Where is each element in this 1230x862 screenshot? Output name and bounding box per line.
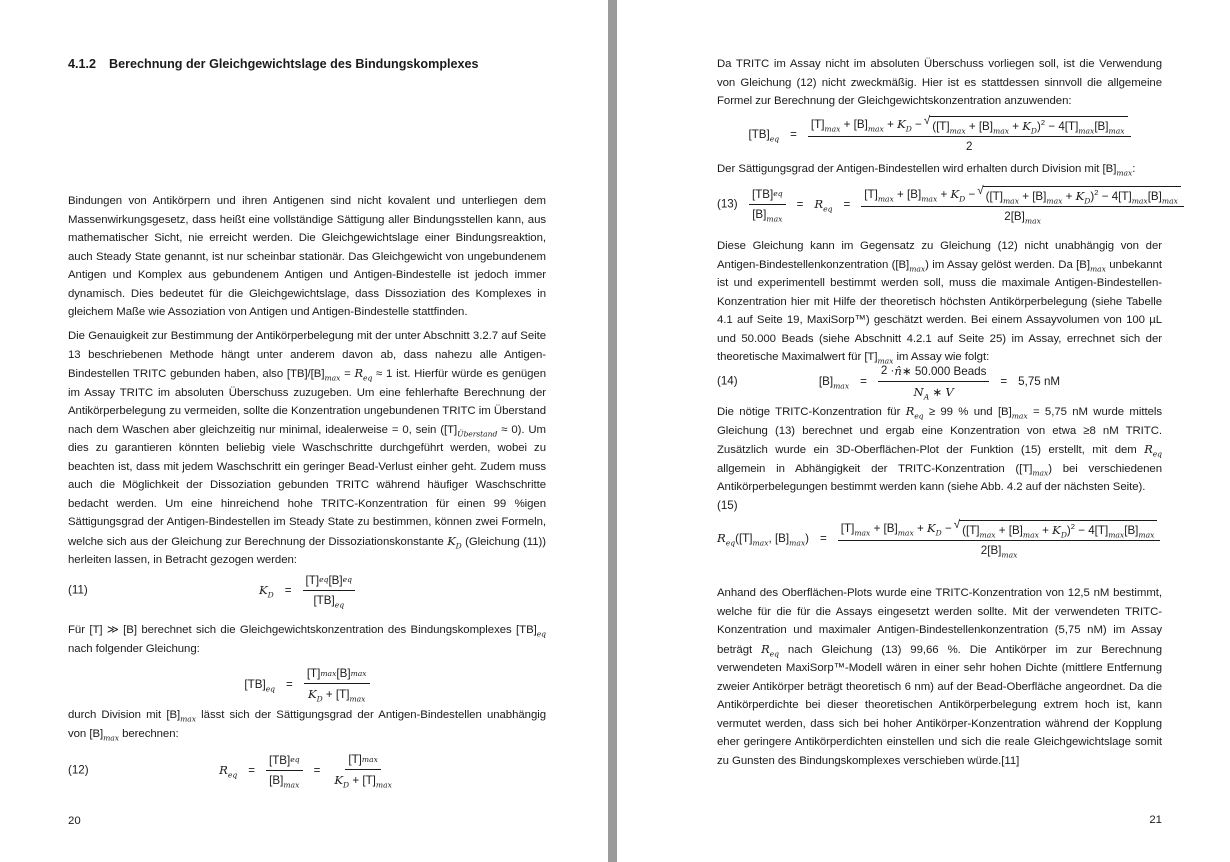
fraction: 2 · n̂ ∗ 50.000 Beads $N_A$ ∗ V — [878, 364, 990, 399]
equation-number: (15) — [717, 499, 738, 512]
paragraph: durch Division mit $[B]_{max}$ lässt sich der Sättigungsgrad der Antigen-Bindestellen unabhängig von $[B]_{max}$ berechnen: — [68, 709, 546, 742]
equals-sign: = — [796, 197, 804, 211]
paragraph: Anhand des Oberflächen-Plots wurde eine TRITC-Konzentration von 12,5 nM bestimmt, welche für die für die Assays eingesetzt werden sollte. Mit der verwendeten TRITC-Konzentration und maximaler Antigen-Bindestellenkonzentration (5,75 nM) im Assay beträgt $R_{eq}$ nach Gleichung (13) 99,66 %. Die Antikörper im zur Berechnung verwendeten MaxiSorp™-Modell wären in einer sehr hohen Dichte (mittlere Entfernung zweier Antikörper beträgt theoretisch 6 nm) auf der Bead-Oberfläche angeordnet. Da die Antikörperdichte bei dieser theoretischen Antikörperbelegung extrem hoch ist, kann vermutet werden, dass sich bei hoher Antikörper-Konzentration während der Kopplung eher geringere Antikörperdichten einstellen und sich die reale Gleichgewichtslage somit zu Gunsten des Bindungskomplexes verschieben würde.[11] — [717, 587, 1162, 767]
fraction: [TB] eq $[B]_{max}$ — [749, 188, 786, 221]
paragraph: Der Sättigungsgrad der Antigen-Bindestellen wird erhalten durch Division mit $[B]_{max}$: — [717, 163, 1136, 178]
equation-15 — [717, 514, 1162, 562]
page-number: 21 — [1149, 814, 1162, 826]
equals-sign: = — [248, 763, 255, 777]
radical-sign: √ — [923, 113, 931, 127]
page-separator — [608, 0, 617, 862]
square-root: √ $([T]_{max} + [B]_{max} + K_D)^2 - 4[T]_{max}[B]_{max}$ — [977, 186, 1181, 203]
equation-number: (13) — [717, 197, 738, 211]
fraction: $[T]_{max} + [B]_{max} + K_D$ − √ $([T]_{max} + [B]_{max} + K_D)^2 - 4[T]_{max}[B]_{max}$ $2[B]_{max}$ — [838, 520, 1161, 557]
equation-14 — [717, 357, 1162, 405]
equation-12 — [68, 746, 546, 794]
equation-11 — [68, 566, 546, 614]
equation-lhs: $R_{eq}([T]_{max}$, $[B]_{max}$) — [717, 531, 810, 548]
paragraph: Da TRITC im Assay nicht im absoluten Überschuss vorliegen soll, ist die Verwendung von Gleichung (12) nicht zweckmäßig. Hier ist es stattdessen sinnvoll die allgemeine Formel zur Berechnung der Gleichgewichtskonzentration anzuwenden: — [717, 58, 1162, 107]
paragraph: Für [T] ≫ [B] berechnet sich die Gleichgewichtskonzentration des Bindungskomplexes $[TB]_{eq}$ nach folgender Gleichung: — [68, 624, 546, 655]
equation-number: (11) — [68, 583, 88, 597]
fraction: $[T]_{max} + [B]_{max} + K_D$ − √ $([T]_{max} + [B]_{max} + K_D)^2 - 4[T]_{max}[B]_{max}$ 2 — [808, 116, 1131, 153]
equals-sign: = — [313, 763, 321, 777]
radical-sign: √ — [953, 517, 961, 531]
equation-number: (12) — [68, 763, 89, 777]
equation-lhs: $[TB]_{eq}$ — [244, 677, 276, 693]
equals-sign: = — [820, 531, 827, 545]
fraction: [T] max $K_D + [T]_{max}$ — [334, 753, 392, 790]
paragraph: Bindungen von Antikörpern und ihren Antigenen sind nicht kovalent und unterliegen dem Massenwirkungsgesetz, dass heißt eine vollständige Sättigung aller Bindungsstellen kann, aus mathematischer Sicht, nie erreicht werden. Die Gleichgewichtslage einer Bindungsreaktion, auch Steady State genannt, ist nur scheinbar stationär. Das Gleichgewicht von ungebundenem Antigen und Komplex aus gebundenem Antigen und Antigen-Bindestelle ist jedoch immer dynamisch. Dies bedeutet für die Gleichgewichtslage, dass Dissoziation des Komplexes in gleichem Maße wie Assoziation von Antigen und Antigen-Bindestelle stattfinden. — [68, 195, 546, 318]
equation-lhs: $[TB]_{eq}$ — [748, 127, 780, 143]
section-heading — [68, 57, 546, 71]
equals-sign: = — [843, 197, 851, 211]
equation-lhs: $R_{eq}$ — [219, 763, 238, 780]
page-number: 20 — [68, 815, 81, 827]
equation-lhs: $[B]_{max}$ — [818, 374, 850, 390]
page-left — [0, 0, 608, 862]
square-root: √ $([T]_{max} + [B]_{max} + K_D)^2 - 4[T]_{max}[B]_{max}$ — [924, 116, 1128, 133]
fraction: [T] eq [B] eq $[TB]_{eq}$ — [303, 574, 355, 607]
equation-mid: $R_{eq}$ — [814, 197, 833, 214]
paragraph: Die nötige TRITC-Konzentration für $R_{eq} \ge 99$ % und $[B]_{max} = 5,75$ nM wurde mittels Gleichung (13) berechnet und ergab eine Konzentration von etwa ≥8 nM TRITC. Zusätzlich wurde ein 3D-Oberflächen-Plot der Funktion (15) erstellt, mit dem $R_{eq}$ allgemein in Abhängigkeit der TRITC-Konzentration $([T]_{max})$ bei verschiedenen Antikörperbelegungen bestimmt werden kann (siehe Abb. 4.2 auf der nächsten Seite). — [717, 404, 1162, 493]
fraction: [TB] eq $[B]_{max}$ — [266, 754, 303, 787]
equals-sign: = — [1000, 374, 1008, 388]
paragraph: Die Genauigkeit zur Bestimmung der Antikörperbelegung mit der unter Abschnitt 3.2.7 auf Seite 13 beschriebenen Methode hängt unter anderem davon ab, dass nahezu alle Antigen-Bindestellen TRITC gebunden haben, also $[TB]/[B]_{max} = R_{eq} \approx 1$ ist. Hierfür würde es genügen im Assay TRITC im absoluten Überschuss zuzugeben. Um eine fehlerhafte Berechnung der Antikörperbelegung zu vermeiden, sollte die Konzentration ungebundenen TRITC im Überstand nach dem Waschen aber gleichzeitig nur minimal, idealerweise = 0, sein $([T]_{Überstand} \approx 0)$. Um dies zu garantieren könnten beliebig viele Waschschritte durchgeführt werden, wobei zu beachten ist, dass mit jedem Waschschritt ein geringer Bead-Verlust einher geht. Zudem muss auch die Möglichkeit der Dissoziation gebunden TRITC während häufiger Waschschritte bedacht werden. Um eine hinreichend hohe TRITC-Konzentration für einen 99 %igen Sättigungsgrad der Antigen-Bindestellen im Steady State zu bestimmen, können zwei Formeln, welche sich aus der Gleichung zur Berechnung der Dissoziationskonstante $K_D$ (Gleichung (11)) herleiten lassen, in Betracht gezogen werden: — [68, 330, 547, 566]
section-number: 4.1.2 — [68, 57, 97, 71]
equation-general — [717, 110, 1162, 158]
equation-lhs: $K_D$ — [259, 583, 274, 600]
equation-number: (14) — [717, 374, 738, 388]
page-right — [617, 0, 1230, 862]
fraction: [T] max [B] max $K_D + [T]_{max}$ — [304, 667, 370, 701]
equation-result: 5,75 nM — [1018, 374, 1061, 388]
paragraph: Diese Gleichung kann im Gegensatz zu Gleichung (12) nicht unabhängig von der Antigen-Bindestellenkonzentration $([B]_{max})$ im Assay gelöst werden. Da $[B]_{max}$ unbekannt ist und experimentell bestimmt werden soll, muss die maximale Antigen-Bindestellen-Konzentration hier mit Hilfe der theoretisch höchsten Antikörperbelegung (siehe Tabelle 4.1 auf Seite 19, MaxiSorp™) geschätzt werden. Bei einem Assayvolumen von 100 µL und 50.000 Beads (siehe Abschnitt 4.2.1 auf Seite 25) im Assay, errechnet sich der theoretische Maximalwert für $[T]_{max}$ im Assay wie folgt: — [717, 240, 1163, 366]
radical-sign: √ — [977, 183, 984, 197]
equals-sign: = — [286, 677, 293, 691]
section-title: Berechnung der Gleichgewichtslage des Bindungskomplexes — [109, 57, 479, 71]
equation-tb-eq — [68, 660, 546, 708]
square-root: √ $([T]_{max} + [B]_{max} + K_D)^2 - 4[T]_{max}[B]_{max}$ — [954, 520, 1158, 537]
equation-13 — [717, 180, 1178, 228]
equals-sign: = — [790, 127, 797, 141]
equals-sign: = — [860, 374, 867, 388]
equals-sign: = — [284, 583, 292, 597]
fraction: $[T]_{max} + [B]_{max} + K_D$ − √ $([T]_{max} + [B]_{max} + K_D)^2 - 4[T]_{max}[B]_{max}$ $2[B]_{max}$ — [861, 186, 1184, 223]
